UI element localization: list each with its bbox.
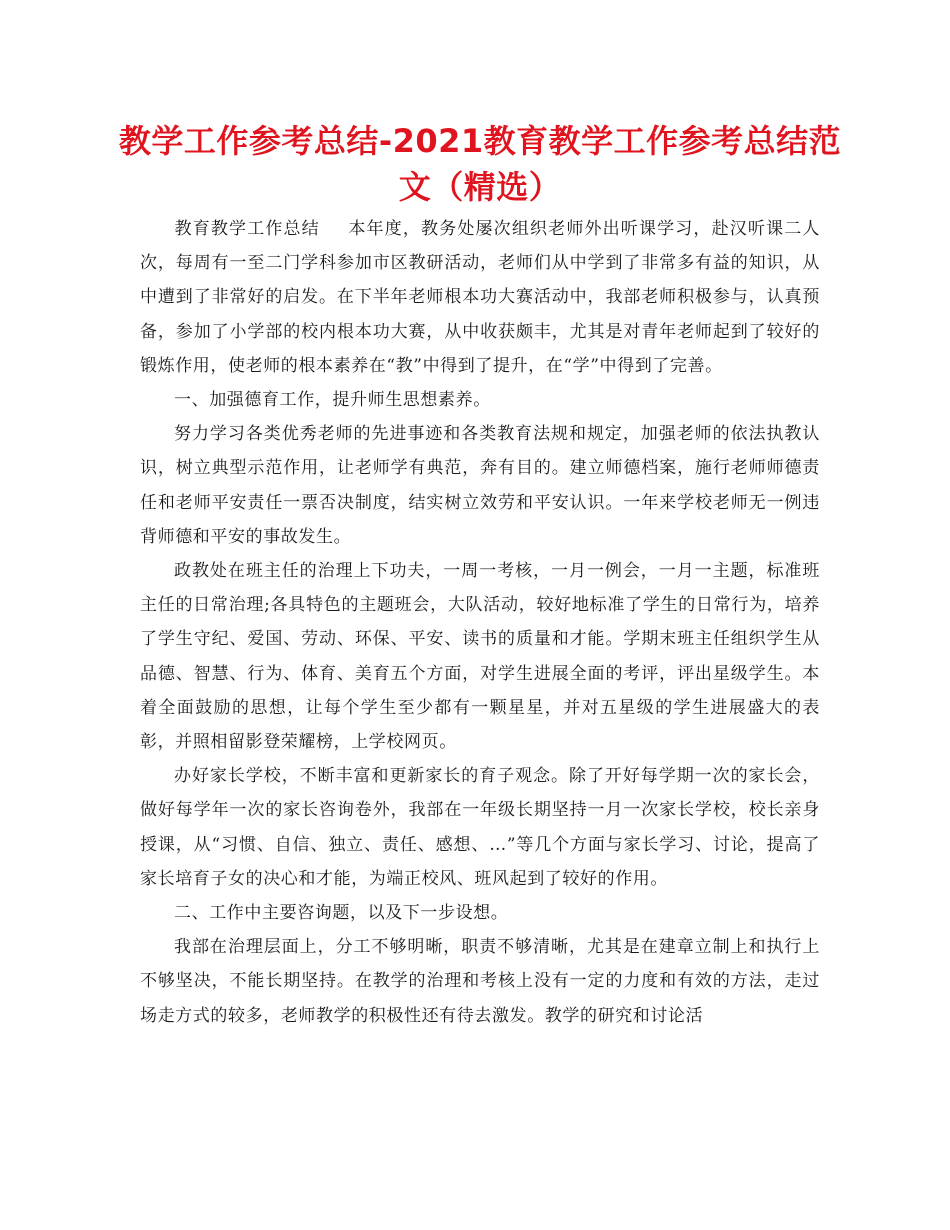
body-paragraph: 努力学习各类优秀老师的先进事迹和各类教育法规和规定，加强老师的依法执教认识，树立典型示范作用，让老师学有典范，奔有目的。建立师德档案，施行老师师德责任和老师平安责任一票否决制度，结实树立效劳和平安认识。一年来学校老师无一例违背师德和平安的事故发生。 (140, 424, 820, 547)
intro-paragraph (140, 212, 820, 383)
section-heading-2: 二、工作中主要咨询题，以及下一步设想。 (174, 903, 509, 924)
body-paragraph: 办好家长学校，不断丰富和更新家长的育子观念。除了开好每学期一次的家长会，做好每学年一次的家长咨询卷外，我部在一年级长期坚持一月一次家长学校，校长亲身授课，从“习惯、自信、独立、责任、感想、…”等几个方面与家长学习、讨论，提高了家长培育子女的决心和才能，为端正校风、班风起到了较好的作用。 (140, 766, 820, 889)
document-page (118, 118, 842, 1033)
document-title: 教学工作参考总结-2021教育教学工作参考总结范文（精选） (118, 122, 842, 206)
document-body (140, 212, 820, 1033)
intro-text: 本年度，教务处屡次组织老师外出听课学习，赴汉听课二人次，每周有一至二门学科参加市区教研活动，老师们从中学到了非常多有益的知识，从中遭到了非常好的启发。在下半年老师根本功大赛活动中，我部老师积极参与，认真预备，参加了小学部的校内根本功大赛，从中收获颇丰，尤其是对青年老师起到了较好的锻炼作用，使老师的根本素养在“教”中得到了提升，在“学”中得到了完善。 (140, 219, 820, 376)
body-paragraph: 政教处在班主任的治理上下功夫，一周一考核，一月一例会，一月一主题，标准班主任的日常治理;各具特色的主题班会，大队活动，较好地标准了学生的日常行为，培养了学生守纪、爱国、劳动、环保、平安、读书的质量和才能。学期末班主任组织学生从品德、智慧、行为、体育、美育五个方面，对学生进展全面的考评，评出星级学生。本着全面鼓励的思想，让每个学生至少都有一颗星星，并对五星级的学生进展盛大的表彰，并照相留影登荣耀榜，上学校网页。 (140, 561, 820, 753)
intro-label: 教育教学工作总结 (174, 219, 320, 239)
body-paragraph: 我部在治理层面上，分工不够明晰，职责不够清晰，尤其是在建章立制上和执行上不够坚决，不能长期坚持。在教学的治理和考核上没有一定的力度和有效的方法，走过场走方式的较多，老师教学的积极性还有待去激发。教学的研究和讨论活 (140, 937, 820, 1026)
section-heading-1: 一、加强德育工作，提升师生思想素养。 (174, 390, 491, 411)
